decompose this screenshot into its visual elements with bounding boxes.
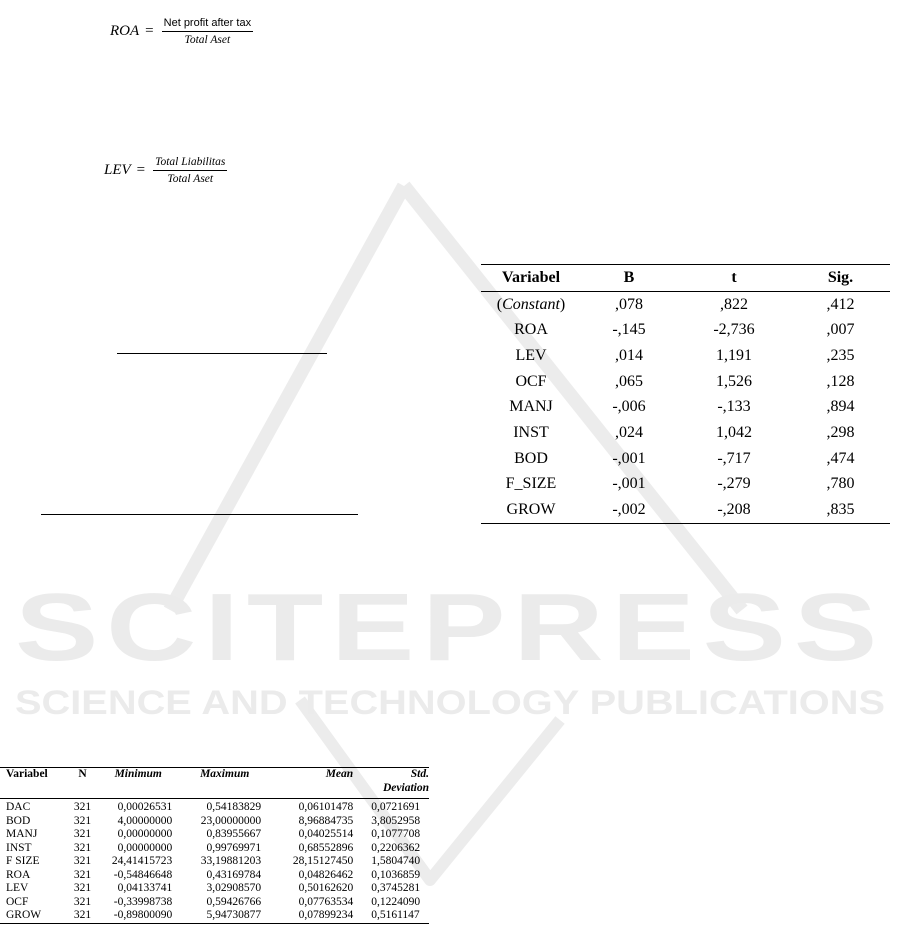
- descriptive-cell: 321: [73, 855, 92, 867]
- table-row: [0, 909, 429, 923]
- lev-formula: [104, 156, 227, 185]
- regression-cell: ,412: [826, 295, 855, 313]
- descriptive-cell: GROW: [0, 909, 69, 923]
- regression-cell: -,001: [612, 475, 646, 493]
- descriptive-cell: 0,04826462: [298, 868, 354, 881]
- descriptive-cell: 321: [73, 868, 92, 881]
- descriptive-cell: 8,96884735: [298, 814, 354, 827]
- regression-cell: ROA: [514, 321, 548, 339]
- table-row: [0, 882, 429, 896]
- descriptive-cell: 321: [73, 814, 92, 827]
- descriptive-cell: 0,3745281: [371, 882, 421, 894]
- lev-denominator: Total Aset: [167, 173, 214, 185]
- regression-cell: -,717: [717, 449, 751, 467]
- table-row: [0, 855, 429, 869]
- table-row: [0, 799, 429, 815]
- table-row: [481, 343, 890, 369]
- table-row: [481, 420, 890, 446]
- descriptive-cell: 0,83955667: [206, 828, 262, 840]
- regression-cell: -,002: [581, 497, 677, 523]
- descriptive-cell: 0,04133741: [117, 882, 173, 894]
- table-row: [0, 869, 429, 883]
- table-row: [0, 815, 429, 829]
- descriptive-header: Minimum: [96, 768, 180, 799]
- descriptive-cell: 0,0721691: [371, 801, 421, 813]
- table-row: [481, 291, 890, 317]
- descriptive-cell: 321: [73, 841, 92, 854]
- descriptive-cell: MANJ: [6, 828, 38, 840]
- table-row: [481, 317, 890, 343]
- divider-line-2: [41, 514, 358, 515]
- regression-cell: -,208: [677, 497, 791, 523]
- constant-label: Constant: [502, 295, 560, 313]
- regression-cell: 1,526: [716, 372, 752, 390]
- descriptive-header: Maximum: [180, 768, 269, 799]
- roa-formula-lhs: ROA: [110, 23, 140, 39]
- regression-cell: F_SIZE: [505, 475, 557, 493]
- descriptive-header: Mean: [269, 768, 361, 799]
- descriptive-cell: 0,00000000: [117, 828, 173, 840]
- regression-cell: ,835: [791, 497, 890, 523]
- descriptive-cell: 23,00000000: [200, 814, 262, 827]
- descriptive-cell: 0,06101478: [298, 801, 354, 813]
- descriptive-cell: OCF: [6, 895, 29, 908]
- regression-cell: ,078: [615, 295, 643, 313]
- regression-header: Sig.: [791, 265, 890, 292]
- table-row: [0, 828, 429, 842]
- regression-cell: -,145: [612, 321, 646, 339]
- descriptive-cell: 3,8052958: [371, 814, 421, 827]
- descriptive-cell: 0,99769971: [206, 841, 262, 854]
- descriptive-table-wrapper: [0, 767, 429, 948]
- descriptive-cell: 1,5804740: [371, 855, 421, 867]
- roa-formula-equals: =: [145, 23, 154, 39]
- descriptive-cell: 0,1077708: [371, 828, 421, 840]
- regression-cell: GROW: [481, 497, 581, 523]
- descriptive-header: Variabel: [0, 768, 69, 799]
- descriptive-cell: 321: [73, 828, 92, 840]
- descriptive-table: [0, 767, 429, 924]
- regression-cell: ,474: [826, 449, 855, 467]
- descriptive-header-row: [0, 768, 429, 799]
- table-row: [481, 369, 890, 395]
- table-row: [481, 446, 890, 472]
- table-row: [481, 472, 890, 498]
- descriptive-cell: 5,94730877: [180, 909, 269, 923]
- regression-cell: ,128: [826, 372, 855, 390]
- lev-numerator: Total Liabilitas: [155, 156, 226, 168]
- regression-table: [481, 264, 890, 524]
- lev-fraction: [153, 156, 227, 185]
- regression-header: t: [677, 265, 791, 292]
- table-row: [0, 842, 429, 856]
- regression-cell: -,133: [717, 398, 751, 416]
- descriptive-cell: BOD: [6, 814, 31, 827]
- regression-cell: -2,736: [713, 321, 755, 339]
- descriptive-cell: 321: [73, 882, 92, 894]
- regression-cell: -,001: [612, 449, 646, 467]
- descriptive-cell: 0,1224090: [371, 895, 421, 908]
- std-label: Std.: [410, 768, 429, 780]
- descriptive-cell: -0,33998738: [113, 895, 173, 908]
- descriptive-cell: 0,07899234: [269, 909, 361, 923]
- regression-cell: ,780: [826, 475, 855, 493]
- descriptive-cell: 28,15127450: [292, 855, 354, 867]
- regression-cell: -,279: [717, 475, 751, 493]
- lev-formula-lhs: LEV: [104, 162, 131, 178]
- descriptive-cell: LEV: [6, 882, 29, 894]
- regression-cell: ,007: [826, 321, 855, 339]
- roa-denominator: Total Aset: [184, 34, 231, 46]
- descriptive-cell: 4,00000000: [117, 814, 173, 827]
- descriptive-cell: 0,2206362: [371, 841, 421, 854]
- descriptive-cell: DAC: [6, 801, 31, 813]
- regression-cell: -,006: [612, 398, 646, 416]
- regression-cell: BOD: [514, 449, 548, 467]
- regression-header: Variabel: [481, 265, 581, 292]
- descriptive-cell: 0,68552896: [298, 841, 354, 854]
- regression-cell: ,235: [826, 346, 855, 364]
- descriptive-header: N: [69, 768, 96, 799]
- regression-header: B: [581, 265, 677, 292]
- divider-line-1: [117, 353, 327, 354]
- descriptive-cell: 0,59426766: [206, 895, 262, 908]
- regression-cell: ,822: [720, 295, 748, 313]
- regression-cell: 1,191: [716, 346, 752, 364]
- regression-cell: LEV: [515, 346, 547, 364]
- regression-cell: (Constant): [496, 295, 566, 313]
- descriptive-cell: 0,1036859: [371, 868, 421, 881]
- roa-numerator: Net profit after tax: [163, 17, 252, 29]
- descriptive-cell: -0,89800090: [96, 909, 180, 923]
- regression-cell: ,298: [826, 423, 855, 441]
- table-row: [481, 394, 890, 420]
- descriptive-cell: 321: [69, 909, 96, 923]
- regression-cell: MANJ: [509, 398, 553, 416]
- descriptive-cell: 0,07763534: [298, 895, 354, 908]
- regression-cell: 1,042: [716, 423, 752, 441]
- regression-header-row: [481, 265, 890, 292]
- descriptive-cell: 0,54183829: [206, 801, 262, 813]
- regression-cell: INST: [513, 423, 549, 441]
- descriptive-cell: 0,00026531: [117, 801, 173, 813]
- table-row: [481, 497, 890, 523]
- regression-cell: ,894: [826, 398, 855, 416]
- watermark-subtitle: SCIENCE AND TECHNOLOGY PUBLICATIONS: [15, 684, 885, 722]
- regression-cell: ,014: [615, 346, 643, 364]
- descriptive-cell: 321: [73, 895, 92, 908]
- descriptive-cell: 0,43169784: [206, 868, 262, 881]
- regression-cell: OCF: [515, 372, 547, 390]
- descriptive-header-std: [361, 768, 429, 799]
- descriptive-cell: 33,19881203: [200, 855, 262, 867]
- regression-cell: ,024: [615, 423, 643, 441]
- regression-cell: ,065: [615, 372, 643, 390]
- descriptive-cell: ROA: [6, 868, 31, 881]
- roa-formula: [110, 17, 253, 46]
- descriptive-cell: 0,04025514: [298, 828, 354, 840]
- descriptive-cell: 3,02908570: [206, 882, 262, 894]
- descriptive-cell: INST: [6, 841, 32, 854]
- descriptive-cell: 24,41415723: [111, 855, 173, 867]
- descriptive-cell: 0,5161147: [361, 909, 429, 923]
- table-row: [0, 896, 429, 910]
- descriptive-cell: 0,00000000: [117, 841, 173, 854]
- descriptive-cell: F SIZE: [6, 855, 40, 867]
- watermark-title: SCITEPRESS: [15, 574, 885, 681]
- descriptive-cell: -0,54846648: [113, 868, 173, 881]
- descriptive-cell: 321: [73, 801, 92, 813]
- lev-formula-equals: =: [136, 162, 146, 178]
- deviation-label: Deviation: [383, 781, 429, 794]
- roa-fraction: [162, 17, 253, 46]
- descriptive-cell: 0,50162620: [298, 882, 354, 894]
